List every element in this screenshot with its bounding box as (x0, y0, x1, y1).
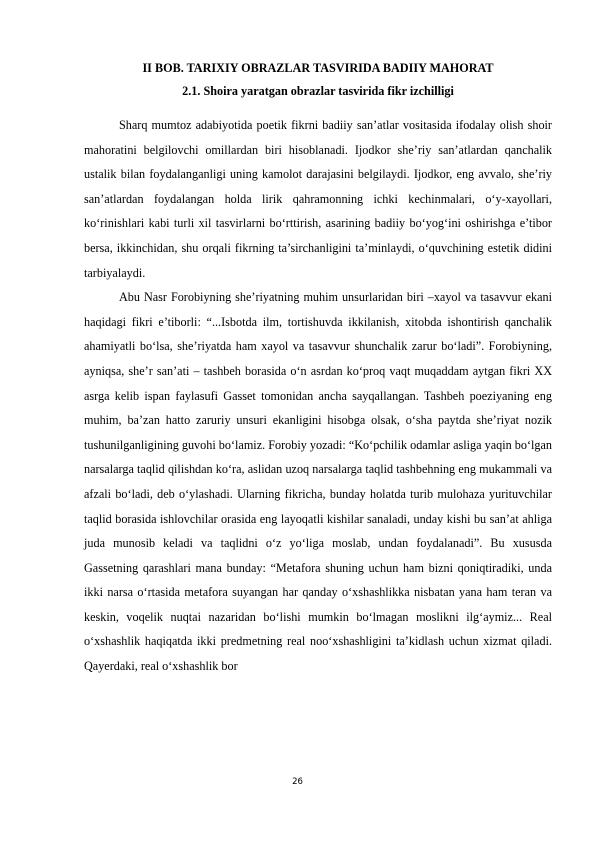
page-number: 26 (292, 777, 303, 787)
chapter-title: II BOB. TARIXIY OBRAZLAR TASVIRIDA BADIIY MAHORAT (142, 61, 494, 75)
paragraph: Abu Nasr Forobiyning she’riyatning muhim unsurlaridan biri –xayol va tasavvur ekani haqidagi fikri e’tiborli: “...Isbotda ilm, tortishuvda ikkilanish, xitobda ishontirish qanchalik ahamiyatli bo‘lsa, she’riyatda ham xayol va tasavvur shunchalik zarur bo‘ladi”. Forobiyning, ayniqsa, she’r san’ati – tashbeh borasida o‘n asrdan ko‘proq vaqt muqaddam aytgan fikri XX asrga kelib ispan faylasufi Gasset tomonidan ancha sayqallangan. Tashbeh poeziyaning eng muhim, ba’zan hatto zaruriy unsuri ekanligini hisobga olsak, o‘sha paytda she’riyat nozik tushunilganligining guvohi bo‘lamiz. Forobiy yozadi: “Ko‘pchilik odamlar asliga yaqin bo‘lgan narsalarga taqlid qilishdan ko‘ra, aslidan uzoq narsalarga taqlid tashbehning eng mukammali va afzali bo‘ladi, deb o‘ylashadi. Ularning fikricha, bunday holatda turib mulohaza yurituvchilar taqlid borasida ishlovchilar orasida eng layoqatli kishilar sanaladi, unday kishi bu san’at ahliga juda munosib keladi va taqlidni o‘z yo‘liga moslab, undan foydalanadi”. Bu xususda Gassetning qarashlari mana bunday: “Metafora shuning uchun ham bizni qoniqtiradiki, unda ikki narsa o‘rtasida metafora suyangan har qanday o‘xshashlikka nisbatan yana ham teran va keskin, voqelik nuqtai nazaridan bo‘lishi mumkin bo‘lmagan moslikni ilg‘aymiz... Real o‘xshashlik haqiqatda ikki predmetning real noo‘xshashligini ta’kidlash uchun xizmat qiladi. Qayerdaki, real o‘xshashlik bor (84, 290, 552, 674)
page-content (84, 58, 552, 679)
section-title: 2.1. Shoira yaratgan obrazlar tasvirida fikr izchilligi (182, 84, 454, 98)
body-text (84, 113, 552, 679)
paragraph: Sharq mumtoz adabiyotida poetik fikrni badiiy san’atlar vositasida ifodalay olish shoir mahoratini belgilovchi omillardan biri hisoblanadi. Ijodkor she’riy san’atlardan qanchalik ustalik bilan foydalanganligi uning kamolot darajasini belgilaydi. Ijodkor, eng avvalo, she’riy san’atlardan foydalangan holda lirik qahramonning ichki kechinmalari, o‘y-xayollari, ko‘rinishlari kabi turli xil tasvirlarni bo‘rttirish, asarining badiiy bo‘yog‘ini oshirishga e’tibor bersa, ikkinchidan, shu orqali fikrning ta’sirchanligini ta’minlaydi, o‘quvchining estetik didini tarbiyalaydi. (84, 118, 552, 280)
